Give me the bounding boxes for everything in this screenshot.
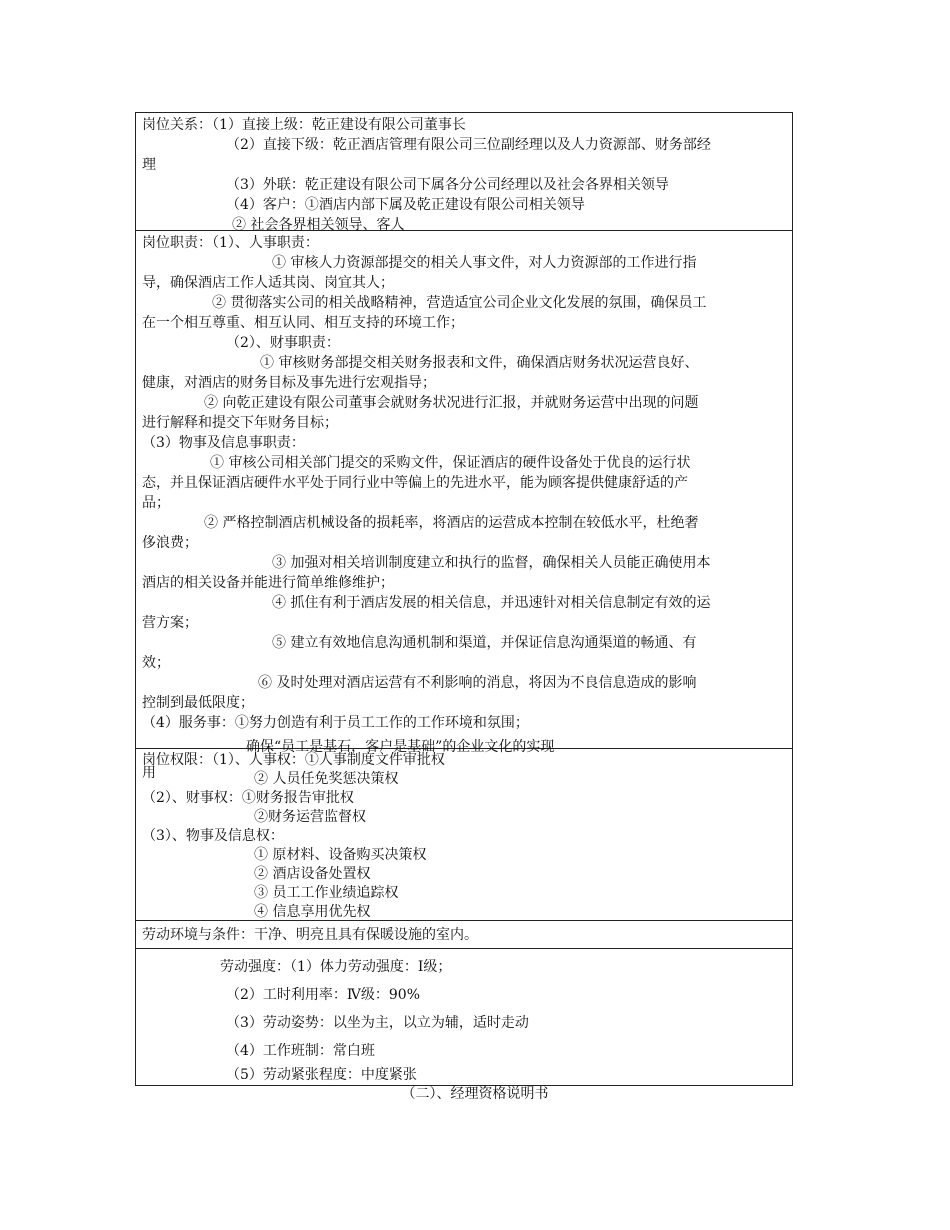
- relations-line: 岗位关系：（1）直接上级：乾正建设有限公司董事长: [142, 117, 466, 133]
- intensity-line: （3）劳动姿势：以坐为主，以立为辅，适时走动: [226, 1015, 529, 1031]
- environment-cell: [136, 921, 792, 949]
- authority-line: ③ 员工工作业绩追踪权: [254, 885, 399, 901]
- duty-section-label: （4）服务事：①努力创造有利于员工工作的工作环境和氛围；: [142, 715, 529, 731]
- duty-line: ② 贯彻落实公司的相关战略精神，营造适宜公司企业文化发展的氛围，确保员工: [212, 295, 707, 311]
- duty-line: 进行解释和提交下年财务目标；: [142, 415, 338, 431]
- duty-line: 健康，对酒店的财务目标及事先进行宏观指导；: [142, 375, 436, 391]
- duty-line: ⑥ 及时处理对酒店运营有不利影响的消息，将因为不良信息造成的影响: [258, 675, 697, 691]
- authority-line: ②财务运营监督权: [254, 809, 366, 825]
- duty-line: ⑤ 建立有效地信息沟通机制和渠道，并保证信息沟通渠道的畅通、有: [272, 635, 697, 651]
- duty-section-label: （3）物事及信息事职责：: [142, 435, 305, 451]
- duty-line: ① 审核人力资源部提交的相关人事文件，对人力资源部的工作进行指: [272, 255, 697, 271]
- duty-line: 侈浪费；: [142, 535, 198, 551]
- duty-line: 品；: [142, 495, 170, 511]
- duty-line: 控制到最低限度；: [142, 695, 254, 711]
- duty-line: ② 向乾正建设有限公司董事会就财务状况进行汇报，并就财务运营中出现的问题: [204, 395, 699, 411]
- duty-line: ④ 抓住有利于酒店发展的相关信息，并迅速针对相关信息制定有效的运: [272, 595, 711, 611]
- section-heading: （二）、经理资格说明书: [401, 1086, 549, 1102]
- authority-cell: [136, 749, 792, 921]
- relations-line: （2）直接下级：乾正酒店管理有限公司三位副经理以及人力资源部、财务部经: [226, 137, 711, 153]
- authority-line: ④ 信息享用优先权: [254, 904, 371, 920]
- duty-section-label: （2）、财事职责：: [226, 335, 340, 351]
- authority-line: （2）、财事权：①财务报告审批权: [142, 790, 354, 806]
- job-description-table: [135, 112, 793, 1086]
- duty-line: 在一个相互尊重、相互认同、相互支持的环境工作；: [142, 315, 464, 331]
- duty-line: 效；: [142, 655, 170, 671]
- relations-line: 理: [142, 157, 156, 173]
- intensity-line: （4）工作班制：常白班: [226, 1043, 375, 1059]
- duty-line: ② 严格控制酒店机械设备的损耗率，将酒店的运营成本控制在较低水平，杜绝奢: [204, 515, 699, 531]
- authority-line: ① 原材料、设备购买决策权: [254, 847, 427, 863]
- duty-line: 营方案；: [142, 615, 198, 631]
- duty-line: 导，确保酒店工作人适其岗、岗宜其人；: [142, 275, 394, 291]
- relations-cell: [136, 113, 792, 231]
- authority-line: ② 酒店设备处置权: [254, 866, 371, 882]
- intensity-line: （2）工时利用率：Ⅳ级：90%: [226, 987, 421, 1003]
- relations-line: ② 社会各界相关领导、客人: [232, 217, 405, 233]
- authority-line: 岗位权限：（1）、人事权：①人事制度文件审批权: [142, 752, 445, 768]
- authority-line: ② 人员任免奖惩决策权: [254, 771, 399, 787]
- relations-line: （4）客户：①酒店内部下属及乾正建设有限公司相关领导: [226, 197, 585, 213]
- duty-line: ① 审核公司相关部门提交的采购文件，保证酒店的硬件设备处于优良的运行状: [210, 455, 691, 471]
- intensity-line: 劳动强度：（1）体力劳动强度：Ⅰ级；: [220, 959, 452, 975]
- intensity-cell: [136, 949, 792, 1085]
- intensity-line: （5）劳动紧张程度：中度紧张: [226, 1067, 417, 1083]
- duties-title: 岗位职责：（1）、人事职责：: [142, 235, 319, 251]
- environment-line: 劳动环境与条件：干净、明亮且具有保暖设施的室内。: [142, 927, 478, 943]
- relations-line: （3）外联：乾正建设有限公司下属各分公司经理以及社会各界相关领导: [226, 177, 669, 193]
- duty-line: 用: [142, 765, 156, 781]
- duty-line: 确保“员工是基石，客户是基础”的企业文化的实现: [246, 739, 555, 755]
- duty-line: 酒店的相关设备并能进行简单维修维护；: [142, 575, 394, 591]
- duty-line: ① 审核财务部提交相关财务报表和文件，确保酒店财务状况运营良好、: [260, 355, 699, 371]
- authority-line: （3）、物事及信息权：: [142, 828, 284, 844]
- duty-line: 态，并且保证酒店硬件水平处于同行业中等偏上的先进水平，能为顾客提供健康舒适的产: [142, 475, 688, 491]
- duty-line: ③ 加强对相关培训制度建立和执行的监督，确保相关人员能正确使用本: [272, 555, 711, 571]
